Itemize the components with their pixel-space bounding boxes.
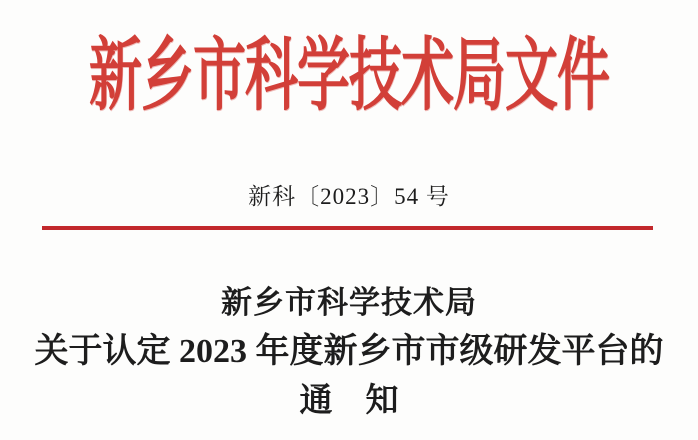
document-number: 新科〔2023〕54 号 <box>248 184 450 209</box>
notice-title-block <box>0 287 698 418</box>
notice-title-line-2: 关于认定 2023 年度新乡市市级研发平台的 <box>34 333 664 370</box>
notice-title-line-1: 新乡市科学技术局 <box>221 285 477 320</box>
notice-title-line-3: 通 知 <box>299 383 399 419</box>
document-header-title: 新乡市科学技术局文件 <box>89 33 609 121</box>
red-divider-line <box>42 226 653 230</box>
